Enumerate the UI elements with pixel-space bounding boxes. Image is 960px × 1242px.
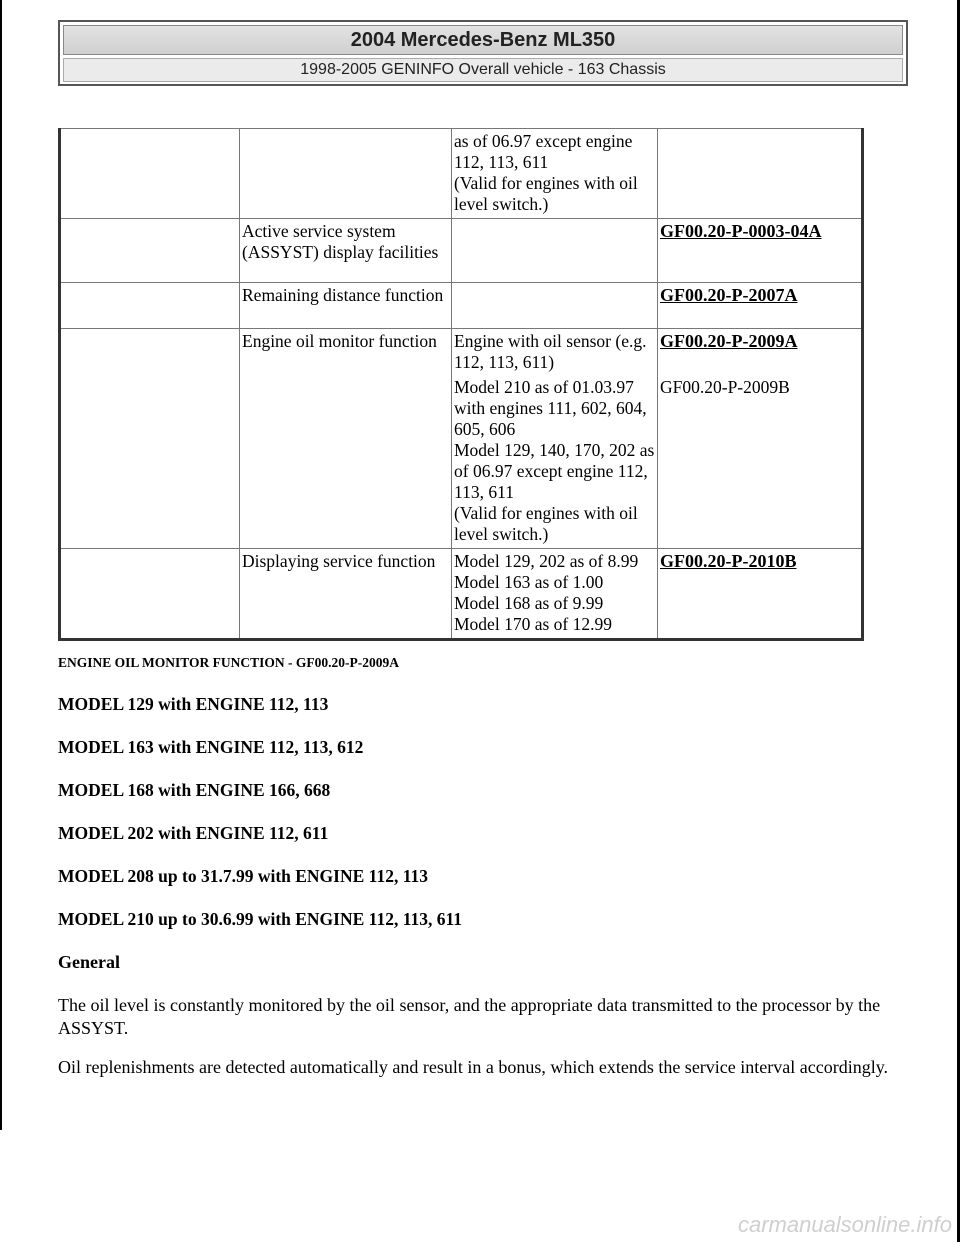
reference-cell bbox=[658, 129, 863, 219]
condition-text: Model 129, 140, 170, 202 as of 06.97 except engine 112, 113, 611 bbox=[454, 440, 655, 502]
paragraph: Oil replenishments are detected automatically and result in a bonus, which extends the service interval accordingly. bbox=[58, 1057, 889, 1077]
conditions-cell bbox=[452, 129, 658, 219]
condition-text: (Valid for engines with oil level switch.) bbox=[454, 503, 638, 544]
model-heading: MODEL 210 up to 30.6.99 with ENGINE 112, 113, 611 bbox=[58, 909, 463, 929]
empty-cell bbox=[60, 329, 240, 549]
function-cell: Remaining distance function bbox=[240, 283, 452, 329]
table-row bbox=[60, 549, 863, 640]
header-title: 2004 Mercedes-Benz ML350 bbox=[63, 25, 903, 55]
condition-text: Model 129, 202 as of 8.99 bbox=[454, 551, 639, 571]
document-header bbox=[58, 20, 908, 86]
condition-text: (Valid for engines with oil level switch.) bbox=[454, 173, 638, 214]
left-page-border bbox=[0, 0, 2, 1130]
function-cell: Active service system (ASSYST) display facilities bbox=[240, 219, 452, 283]
conditions-cell bbox=[452, 549, 658, 640]
empty-cell bbox=[60, 549, 240, 640]
table-row bbox=[60, 129, 863, 219]
model-heading: MODEL 208 up to 31.7.99 with ENGINE 112, 113 bbox=[58, 866, 428, 886]
reference-cell bbox=[658, 329, 863, 549]
function-reference-table bbox=[58, 128, 864, 641]
empty-cell bbox=[60, 283, 240, 329]
model-heading: MODEL 163 with ENGINE 112, 113, 612 bbox=[58, 737, 364, 757]
reference-link[interactable]: GF00.20-P-0003-04A bbox=[660, 221, 822, 241]
section-title: ENGINE OIL MONITOR FUNCTION - GF00.20-P-2009A bbox=[58, 655, 400, 670]
empty-cell bbox=[60, 219, 240, 283]
function-cell: Engine oil monitor function bbox=[240, 329, 452, 549]
condition-text: Model 163 as of 1.00 bbox=[454, 572, 604, 592]
condition-text: Model 168 as of 9.99 bbox=[454, 593, 604, 613]
model-heading: MODEL 202 with ENGINE 112, 611 bbox=[58, 823, 329, 843]
condition-text: Model 210 as of 01.03.97 with engines 111, 602, 604, 605, 606 bbox=[454, 377, 647, 439]
general-heading: General bbox=[58, 952, 120, 972]
reference-link[interactable]: GF00.20-P-2009A bbox=[660, 331, 798, 351]
conditions-cell bbox=[452, 329, 658, 549]
empty-cell bbox=[60, 129, 240, 219]
paragraph: The oil level is constantly monitored by the oil sensor, and the appropriate data transmitted to the processor by the ASSYST. bbox=[58, 995, 881, 1038]
table-row bbox=[60, 329, 863, 549]
header-subtitle: 1998-2005 GENINFO Overall vehicle - 163 Chassis bbox=[63, 58, 903, 82]
condition-text: Engine with oil sensor (e.g. 112, 113, 611) bbox=[454, 331, 647, 372]
table-row bbox=[60, 219, 863, 283]
reference-cell bbox=[658, 549, 863, 640]
table-row bbox=[60, 283, 863, 329]
reference-text: GF00.20-P-2009B bbox=[660, 377, 790, 397]
reference-cell bbox=[658, 219, 863, 283]
model-heading: MODEL 168 with ENGINE 166, 668 bbox=[58, 780, 331, 800]
reference-cell bbox=[658, 283, 863, 329]
function-cell: Displaying service function bbox=[240, 549, 452, 640]
condition-text: Model 170 as of 12.99 bbox=[454, 614, 612, 634]
reference-link[interactable]: GF00.20-P-2010B bbox=[660, 551, 797, 571]
watermark-text: carmanualsonline.info bbox=[737, 1212, 952, 1237]
conditions-cell bbox=[452, 283, 658, 329]
condition-text: as of 06.97 except engine 112, 113, 611 bbox=[454, 131, 633, 172]
model-heading: MODEL 129 with ENGINE 112, 113 bbox=[58, 694, 329, 714]
function-cell bbox=[240, 129, 452, 219]
conditions-cell bbox=[452, 219, 658, 283]
reference-link[interactable]: GF00.20-P-2007A bbox=[660, 285, 798, 305]
